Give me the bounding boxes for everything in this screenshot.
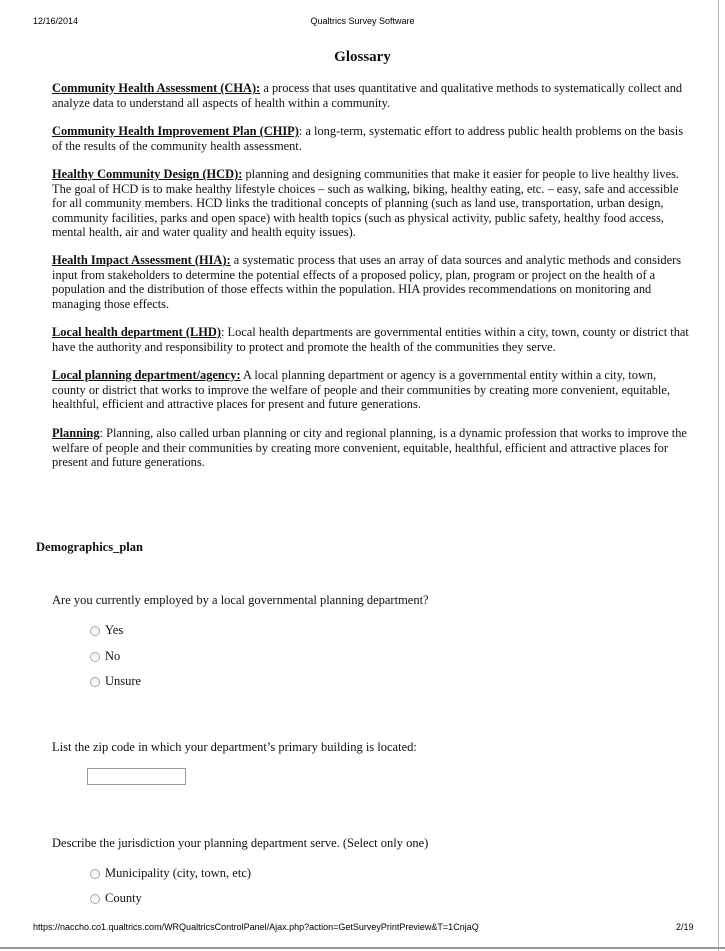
glossary-definition: planning and designing communities that make it easier for people to live healthy lives. The goal of HCD is to make healthy lifestyle choices – such as walking, biking, healthy eating, etc. – easy, safe and accessible for all community members. HCD links the traditional concepts of planning (such as land use, transportation, urban design, community facilities, parks and open space) with health topics (such as physical activity, public safety, healthy food access, mental health, air and water quality and health equity issues). [52,167,680,240]
question-jurisdiction: Describe the jurisdiction your planning department serve. (Select only one) [52,836,429,850]
radio-button[interactable] [90,652,100,662]
glossary-definition: a long-term, systematic effort to address public health problems on the basis of the results of the community health assessment. [52,124,684,153]
radio-button[interactable] [90,894,100,904]
glossary-entry-hia [52,253,692,311]
question-employed: Are you currently employed by a local governmental planning department? [52,593,429,607]
glossary-entry-planning [52,426,692,470]
radio-button[interactable] [90,626,100,636]
term-separator: : [220,325,225,339]
term-separator: : [238,167,243,181]
option-label: Unsure [105,674,142,688]
option-no[interactable] [90,649,120,664]
glossary-term: Healthy Community Design (HCD) [52,167,239,181]
option-label: Yes [105,623,124,637]
section-title: Demographics_plan [36,540,143,554]
glossary-title: Glossary [334,49,391,65]
radio-button[interactable] [90,869,100,879]
glossary-term: Health Impact Assessment (HIA) [52,253,227,267]
print-date: 12/16/2014 [33,16,79,26]
term-separator: : [256,81,261,95]
page-number: 2/19 [676,922,694,932]
option-municipality[interactable] [90,866,251,881]
glossary-definition: Local health departments are governmental entities within a city, town, county or district that have the authority and responsibility to protect and promote the health of the communities they serve. [52,325,689,354]
glossary-entry-cha [52,81,692,110]
term-separator: : [236,368,241,382]
glossary-definition: A local planning department or agency is a governmental entity within a city, town, county or district that works to improve the welfare of people and their communities by creating more convenient, equitable, healthful, efficient and attractive places for present and future generations. [52,368,670,412]
page-edge-bottom [0,947,725,949]
glossary-term: Local health department (LHD) [52,325,221,339]
option-label: Municipality (city, town, etc) [105,866,252,880]
glossary-entry-local-planning [52,368,692,412]
zip-code-input[interactable] [87,768,186,785]
radio-button[interactable] [90,677,100,687]
option-label: County [105,891,142,905]
glossary-entry-hcd [52,167,692,240]
glossary-entry-lhd [52,325,692,354]
option-unsure[interactable] [90,674,141,689]
option-label: No [105,649,121,663]
glossary-entry-chip [52,124,692,153]
term-separator: : [99,426,103,440]
option-county[interactable] [90,891,142,906]
print-header-title: Qualtrics Survey Software [310,16,415,26]
glossary-term: Community Health Improvement Plan (CHIP) [52,124,299,138]
glossary-term: Community Health Assessment (CHA) [52,81,257,95]
glossary-term: Local planning department/agency [52,368,237,382]
footer-url: https://naccho.co1.qualtrics.com/WRQualtricsControlPanel/Ajax.php?action=GetSurveyPrintPreview&T=1CnjaQ [33,922,479,932]
question-zip: List the zip code in which your department’s primary building is located: [52,740,417,754]
glossary-term: Planning [52,426,100,440]
glossary-definition: a process that uses quantitative and qualitative methods to systematically collect and analyze data to understand all aspects of health within a community. [52,81,683,110]
glossary-definition: Planning, also called urban planning or city and regional planning, is a dynamic profession that works to improve the welfare of people and their communities by creating more convenient, equitable, healthful, efficient and attractive places for present and future generations. [52,426,687,470]
term-separator: : [298,124,303,138]
page-edge-right [718,0,719,951]
option-yes[interactable] [90,623,123,638]
glossary-definition: a systematic process that uses an array of data sources and analytic methods and considers input from stakeholders to determine the potential effects of a proposed policy, plan, program or project on the health of a population and the distribution of those effects within the population. HIA provides recommendations on monitoring and managing those effects. [52,253,682,311]
term-separator: : [226,253,231,267]
